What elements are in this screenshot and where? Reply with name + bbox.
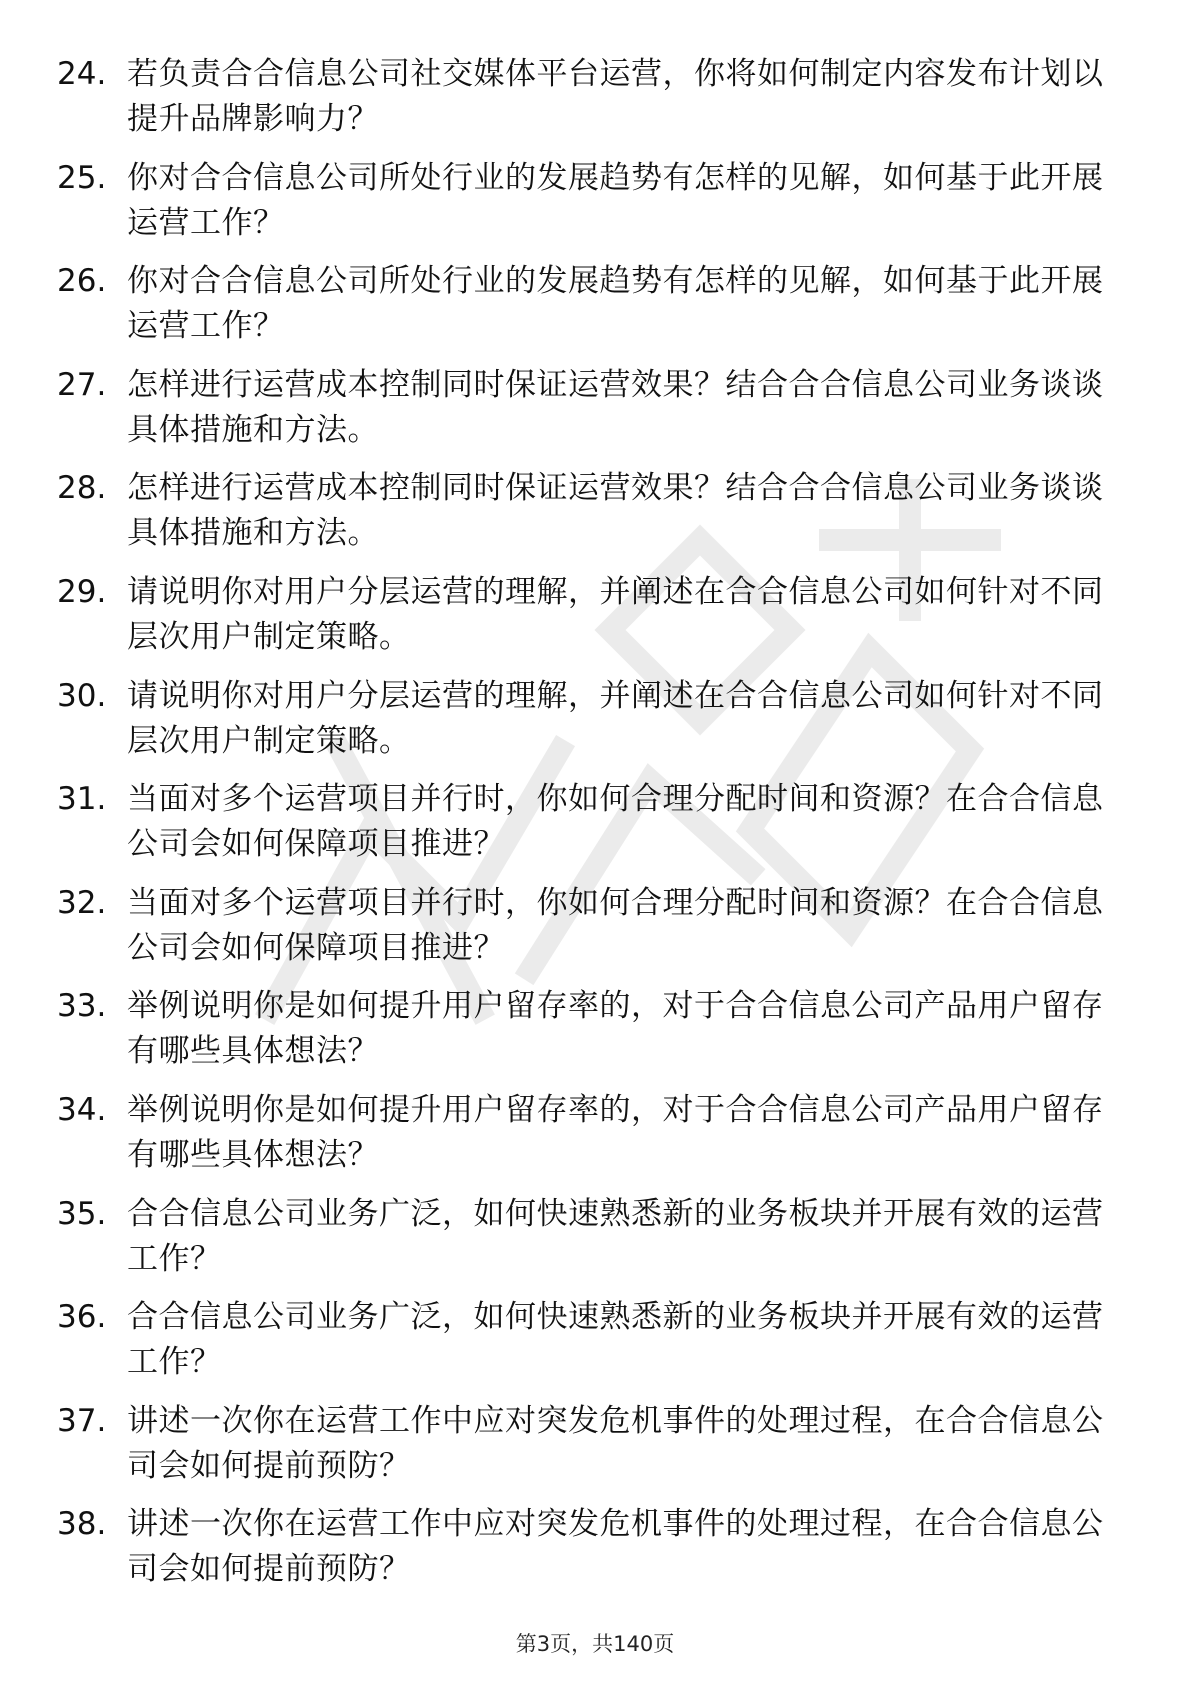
- question-number: 36.: [57, 1299, 107, 1336]
- question-text: 你对合合信息公司所处行业的发展趋势有怎样的见解，如何基于此开展运营工作？: [127, 263, 1104, 345]
- question-number: 31.: [57, 781, 107, 818]
- page-number-label: 第3页，共140页: [515, 1632, 675, 1656]
- question-item: [57, 984, 1117, 1088]
- question-number: 29.: [57, 573, 107, 610]
- question-item: [57, 466, 1117, 570]
- question-text: 怎样进行运营成本控制同时保证运营效果？结合合合信息公司业务谈谈具体措施和方法。: [127, 470, 1104, 552]
- question-text: 你对合合信息公司所处行业的发展趋势有怎样的见解，如何基于此开展运营工作？: [127, 159, 1104, 241]
- question-text: 举例说明你是如何提升用户留存率的，对于合合信息公司产品用户留存有哪些具体想法？: [127, 1091, 1104, 1173]
- question-number: 24.: [57, 56, 107, 92]
- question-text: 讲述一次你在运营工作中应对突发危机事件的处理过程，在合合信息公司会如何提前预防？: [127, 1506, 1104, 1588]
- question-number: 38.: [57, 1506, 107, 1543]
- question-item: [57, 570, 1117, 674]
- question-item: [57, 1399, 1117, 1503]
- question-item: [57, 881, 1117, 985]
- question-text: 合合信息公司业务广泛，如何快速熟悉新的业务板块并开展有效的运营工作？: [127, 1195, 1104, 1277]
- question-text: 请说明你对用户分层运营的理解，并阐述在合合信息公司如何针对不同层次用户制定策略。: [127, 677, 1104, 759]
- question-text: 当面对多个运营项目并行时，你如何合理分配时间和资源？在合合信息公司会如何保障项目推进？: [127, 781, 1104, 863]
- question-text: 举例说明你是如何提升用户留存率的，对于合合信息公司产品用户留存有哪些具体想法？: [127, 988, 1104, 1070]
- question-number: 37.: [57, 1402, 107, 1439]
- question-text: 讲述一次你在运营工作中应对突发危机事件的处理过程，在合合信息公司会如何提前预防？: [127, 1402, 1104, 1484]
- question-item: [57, 1088, 1117, 1192]
- question-number: 33.: [57, 988, 107, 1025]
- question-text: 当面对多个运营项目并行时，你如何合理分配时间和资源？在合合信息公司会如何保障项目推进？: [127, 884, 1104, 966]
- question-number: 26.: [57, 263, 107, 300]
- question-item: [57, 1192, 1117, 1296]
- question-number: 25.: [57, 159, 107, 196]
- question-item: [57, 1502, 1117, 1606]
- page-footer: [0, 1630, 1190, 1658]
- question-text: 合合信息公司业务广泛，如何快速熟悉新的业务板块并开展有效的运营工作？: [127, 1299, 1104, 1381]
- question-number: 28.: [57, 470, 107, 507]
- question-item: [57, 52, 1117, 156]
- question-item: [57, 259, 1117, 363]
- question-item: [57, 674, 1117, 778]
- question-text: 若负责合合信息公司社交媒体平台运营，你将如何制定内容发布计划以提升品牌影响力？: [127, 56, 1104, 137]
- question-number: 34.: [57, 1091, 107, 1128]
- question-item: [57, 1295, 1117, 1399]
- question-item: [57, 777, 1117, 881]
- question-number: 30.: [57, 677, 107, 714]
- question-text: 怎样进行运营成本控制同时保证运营效果？结合合合信息公司业务谈谈具体措施和方法。: [127, 366, 1104, 448]
- question-number: 35.: [57, 1195, 107, 1232]
- question-text: 请说明你对用户分层运营的理解，并阐述在合合信息公司如何针对不同层次用户制定策略。: [127, 573, 1104, 655]
- question-number: 27.: [57, 366, 107, 403]
- question-list: [57, 52, 1117, 1606]
- question-item: [57, 156, 1117, 260]
- question-number: 32.: [57, 884, 107, 921]
- question-item: [57, 363, 1117, 467]
